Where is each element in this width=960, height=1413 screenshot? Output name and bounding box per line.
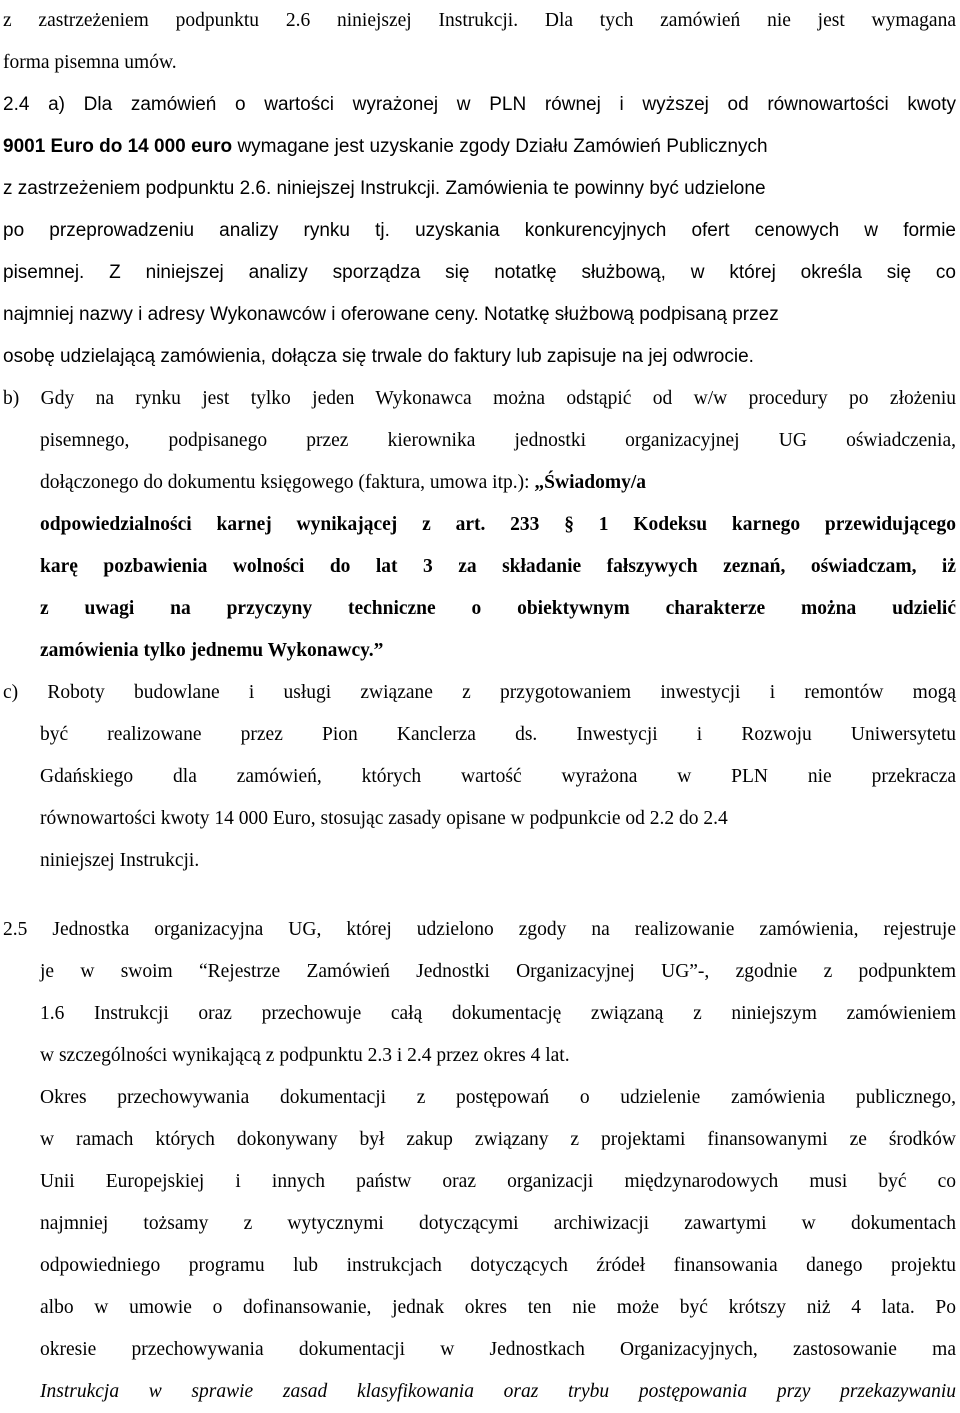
text-span: Zamówienia te powinny być udzielone [440, 178, 766, 199]
paragraph-line: równowartości kwoty 14 000 Euro, stosując zasady opisane w podpunkcie od 2.2 do 2.4 [40, 808, 728, 829]
paragraph-line: osobę udzielającą zamówienia, dołącza się trwale do faktury lub zapisuje na jej odwrocie. [3, 346, 754, 367]
declaration-line: z uwagi na przyczyny techniczne o obiektywnym charakterze można udzielić [40, 598, 956, 619]
item-b-line: b) Gdy na rynku jest tylko jeden Wykonawca można odstąpić od w/w procedury po złożeniu [3, 388, 956, 409]
paragraph-line: okresie przechowywania dokumentacji w Jednostkach Organizacyjnych, zastosowanie ma [40, 1339, 956, 1360]
paragraph-line: w ramach których dokonywany był zakup związany z projektami finansowanymi ze środków [40, 1129, 956, 1150]
paragraph-line [3, 294, 779, 336]
paragraph-line: Unii Europejskiej i innych państw oraz organizacji międzynarodowych musi być co [40, 1171, 956, 1192]
paragraph-line: 1.6 Instrukcji oraz przechowuje całą dokumentację związaną z niniejszym zamówieniem [40, 1003, 956, 1024]
paragraph-line: niniejszej Instrukcji. [40, 850, 200, 871]
declaration-line: zamówienia tylko jednemu Wykonawcy.” [40, 640, 384, 661]
amount-range-bold: 9001 Euro do 14 000 euro [3, 136, 233, 157]
paragraph-line-italic: Instrukcja w sprawie zasad klasyfikowania oraz trybu postępowania przy przekazywaniu [40, 1381, 956, 1402]
paragraph-line [3, 126, 768, 168]
declaration-line: odpowiedzialności karnej wynikającej z art. 233 § 1 Kodeksu karnego przewidującego [40, 514, 956, 535]
declaration-start-bold: „Świadomy/a [529, 472, 647, 493]
paragraph-line: Okres przechowywania dokumentacji z postępowań o udzielenie zamówienia publicznego, [40, 1087, 956, 1108]
paragraph-line: Gdańskiego dla zamówień, których wartość wyrażona w PLN nie przekracza [40, 766, 956, 787]
item-c-line: c) Roboty budowlane i usługi związane z przygotowaniem inwestycji i remontów mogą [3, 682, 956, 703]
text-span: najmniej nazwy i adresy Wykonawców i oferowane ceny. [3, 304, 479, 325]
paragraph-line: pisemnego, podpisanego przez kierownika jednostki organizacyjnej UG oświadczenia, [40, 430, 956, 451]
text-span: Notatkę służbową podpisaną przez [478, 304, 779, 325]
paragraph-line: forma pisemna umów. [3, 52, 177, 73]
paragraph-line: być realizowane przez Pion Kanclerza ds. Inwestycji i Rozwoju Uniwersytetu [40, 724, 956, 745]
text-span: wymagane jest uzyskanie zgody Działu Zamówień Publicznych [232, 136, 768, 157]
paragraph-line: odpowiedniego programu lub instrukcjach dotyczących źródeł finansowania danego projektu [40, 1255, 956, 1276]
text-span: dołączonego do dokumentu księgowego (faktura, umowa itp.): [40, 472, 530, 493]
paragraph-line: w szczególności wynikającą z podpunktu 2.3 i 2.4 przez okres 4 lat. [40, 1045, 570, 1066]
paragraph-line: po przeprowadzeniu analizy rynku tj. uzyskania konkurencyjnych ofert cenowych w formie [3, 220, 956, 241]
paragraph-line: pisemnej. Z niniejszej analizy sporządza się notatkę służbową, w której określa się co [3, 262, 956, 283]
paragraph-line [3, 168, 766, 210]
paragraph-line: najmniej tożsamy z wytycznymi dotyczącymi archiwizacji zawartymi w dokumentach [40, 1213, 956, 1234]
paragraph-line: z zastrzeżeniem podpunktu 2.6 niniejszej Instrukcji. Dla tych zamówień nie jest wymagana [3, 10, 956, 31]
paragraph-line [40, 462, 646, 504]
text-span: z zastrzeżeniem podpunktu 2.6. niniejszej Instrukcji. [3, 178, 441, 199]
paragraph-line: albo w umowie o dofinansowanie, jednak okres ten nie może być krótszy niż 4 lata. Po [40, 1297, 956, 1318]
declaration-line: karę pozbawienia wolności do lat 3 za składanie fałszywych zeznań, oświadczam, iż [40, 556, 956, 577]
section-2-4-heading-line: 2.4 a) Dla zamówień o wartości wyrażonej w PLN równej i wyższej od równowartości kwoty [3, 94, 956, 115]
section-2-5-heading-line: 2.5 Jednostka organizacyjna UG, której udzielono zgody na realizowanie zamówienia, rejestruje [3, 919, 956, 940]
paragraph-line: je w swoim “Rejestrze Zamówień Jednostki Organizacyjnej UG”-, zgodnie z podpunktem [40, 961, 956, 982]
